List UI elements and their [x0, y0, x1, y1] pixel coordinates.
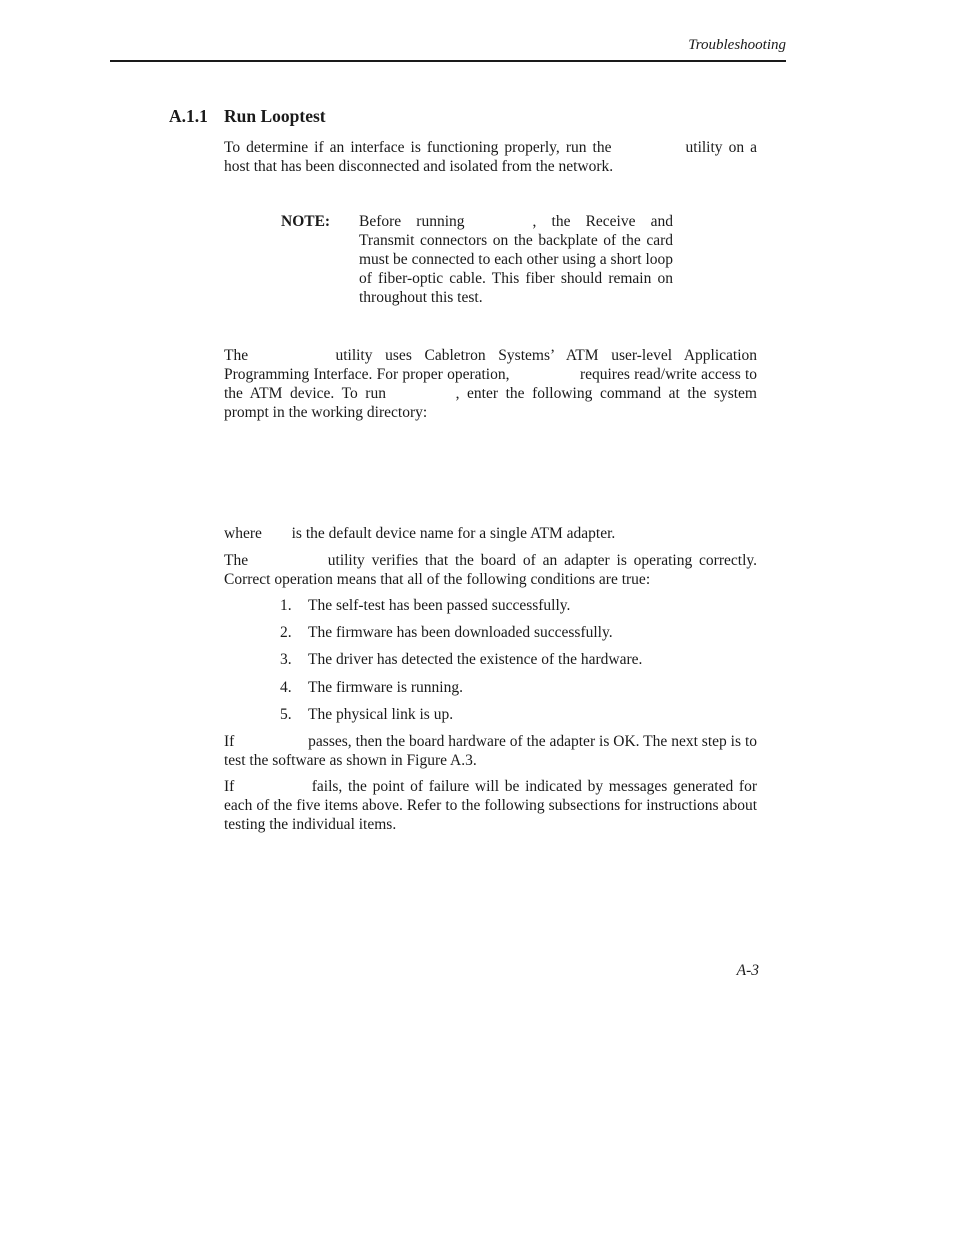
section-number: A.1.1 — [169, 106, 208, 126]
verify-paragraph: The utility verifies that the board of an adapter is operating correctly. Correct operation means that all of the following conditions are true: — [224, 552, 757, 588]
page-number: A-3 — [736, 962, 759, 979]
pass-paragraph: If passes, then the board hardware of the adapter is OK. The next step is to test the software as shown in Figure A.3. — [224, 733, 757, 769]
running-head: Troubleshooting — [688, 37, 786, 53]
section-title: Run Looptest — [224, 106, 326, 126]
api-paragraph: The utility uses Cabletron Systems’ ATM user-level Application Programming Interface. For proper operation, requires read/write access to the ATM device. To run , enter the following command at the system prompt in the working directory: — [224, 347, 758, 421]
list-item: 4. The firmware is running. — [280, 679, 463, 696]
intro-paragraph — [224, 138, 757, 176]
list-item: 1. The self-test has been passed successfully. — [280, 597, 571, 614]
intro-text-2: utility on a host that has been disconnected and isolated from the network. — [224, 139, 757, 175]
list-item: 5. The physical link is up. — [280, 706, 454, 723]
note-label: NOTE: — [281, 213, 331, 230]
list-item: 2. The firmware has been downloaded successfully. — [280, 624, 613, 641]
note-text: Before running , the Receive and Transmit connectors on the backplate of the card must be connected to each other using a short loop of fiber-optic cable. This fiber should remain on throughout this test. — [359, 213, 673, 306]
section-heading — [169, 106, 326, 127]
fail-paragraph: If fails, the point of failure will be indicated by messages generated for each of the five items above. Refer to the following subsections for instructions about testing the individual items. — [224, 778, 758, 833]
where-paragraph: where is the default device name for a single ATM adapter. — [224, 525, 616, 542]
header-rule — [110, 60, 786, 62]
intro-text-1: To determine if an interface is functioning properly, run the — [224, 139, 612, 156]
list-item: 3. The driver has detected the existence of the hardware. — [280, 651, 643, 668]
